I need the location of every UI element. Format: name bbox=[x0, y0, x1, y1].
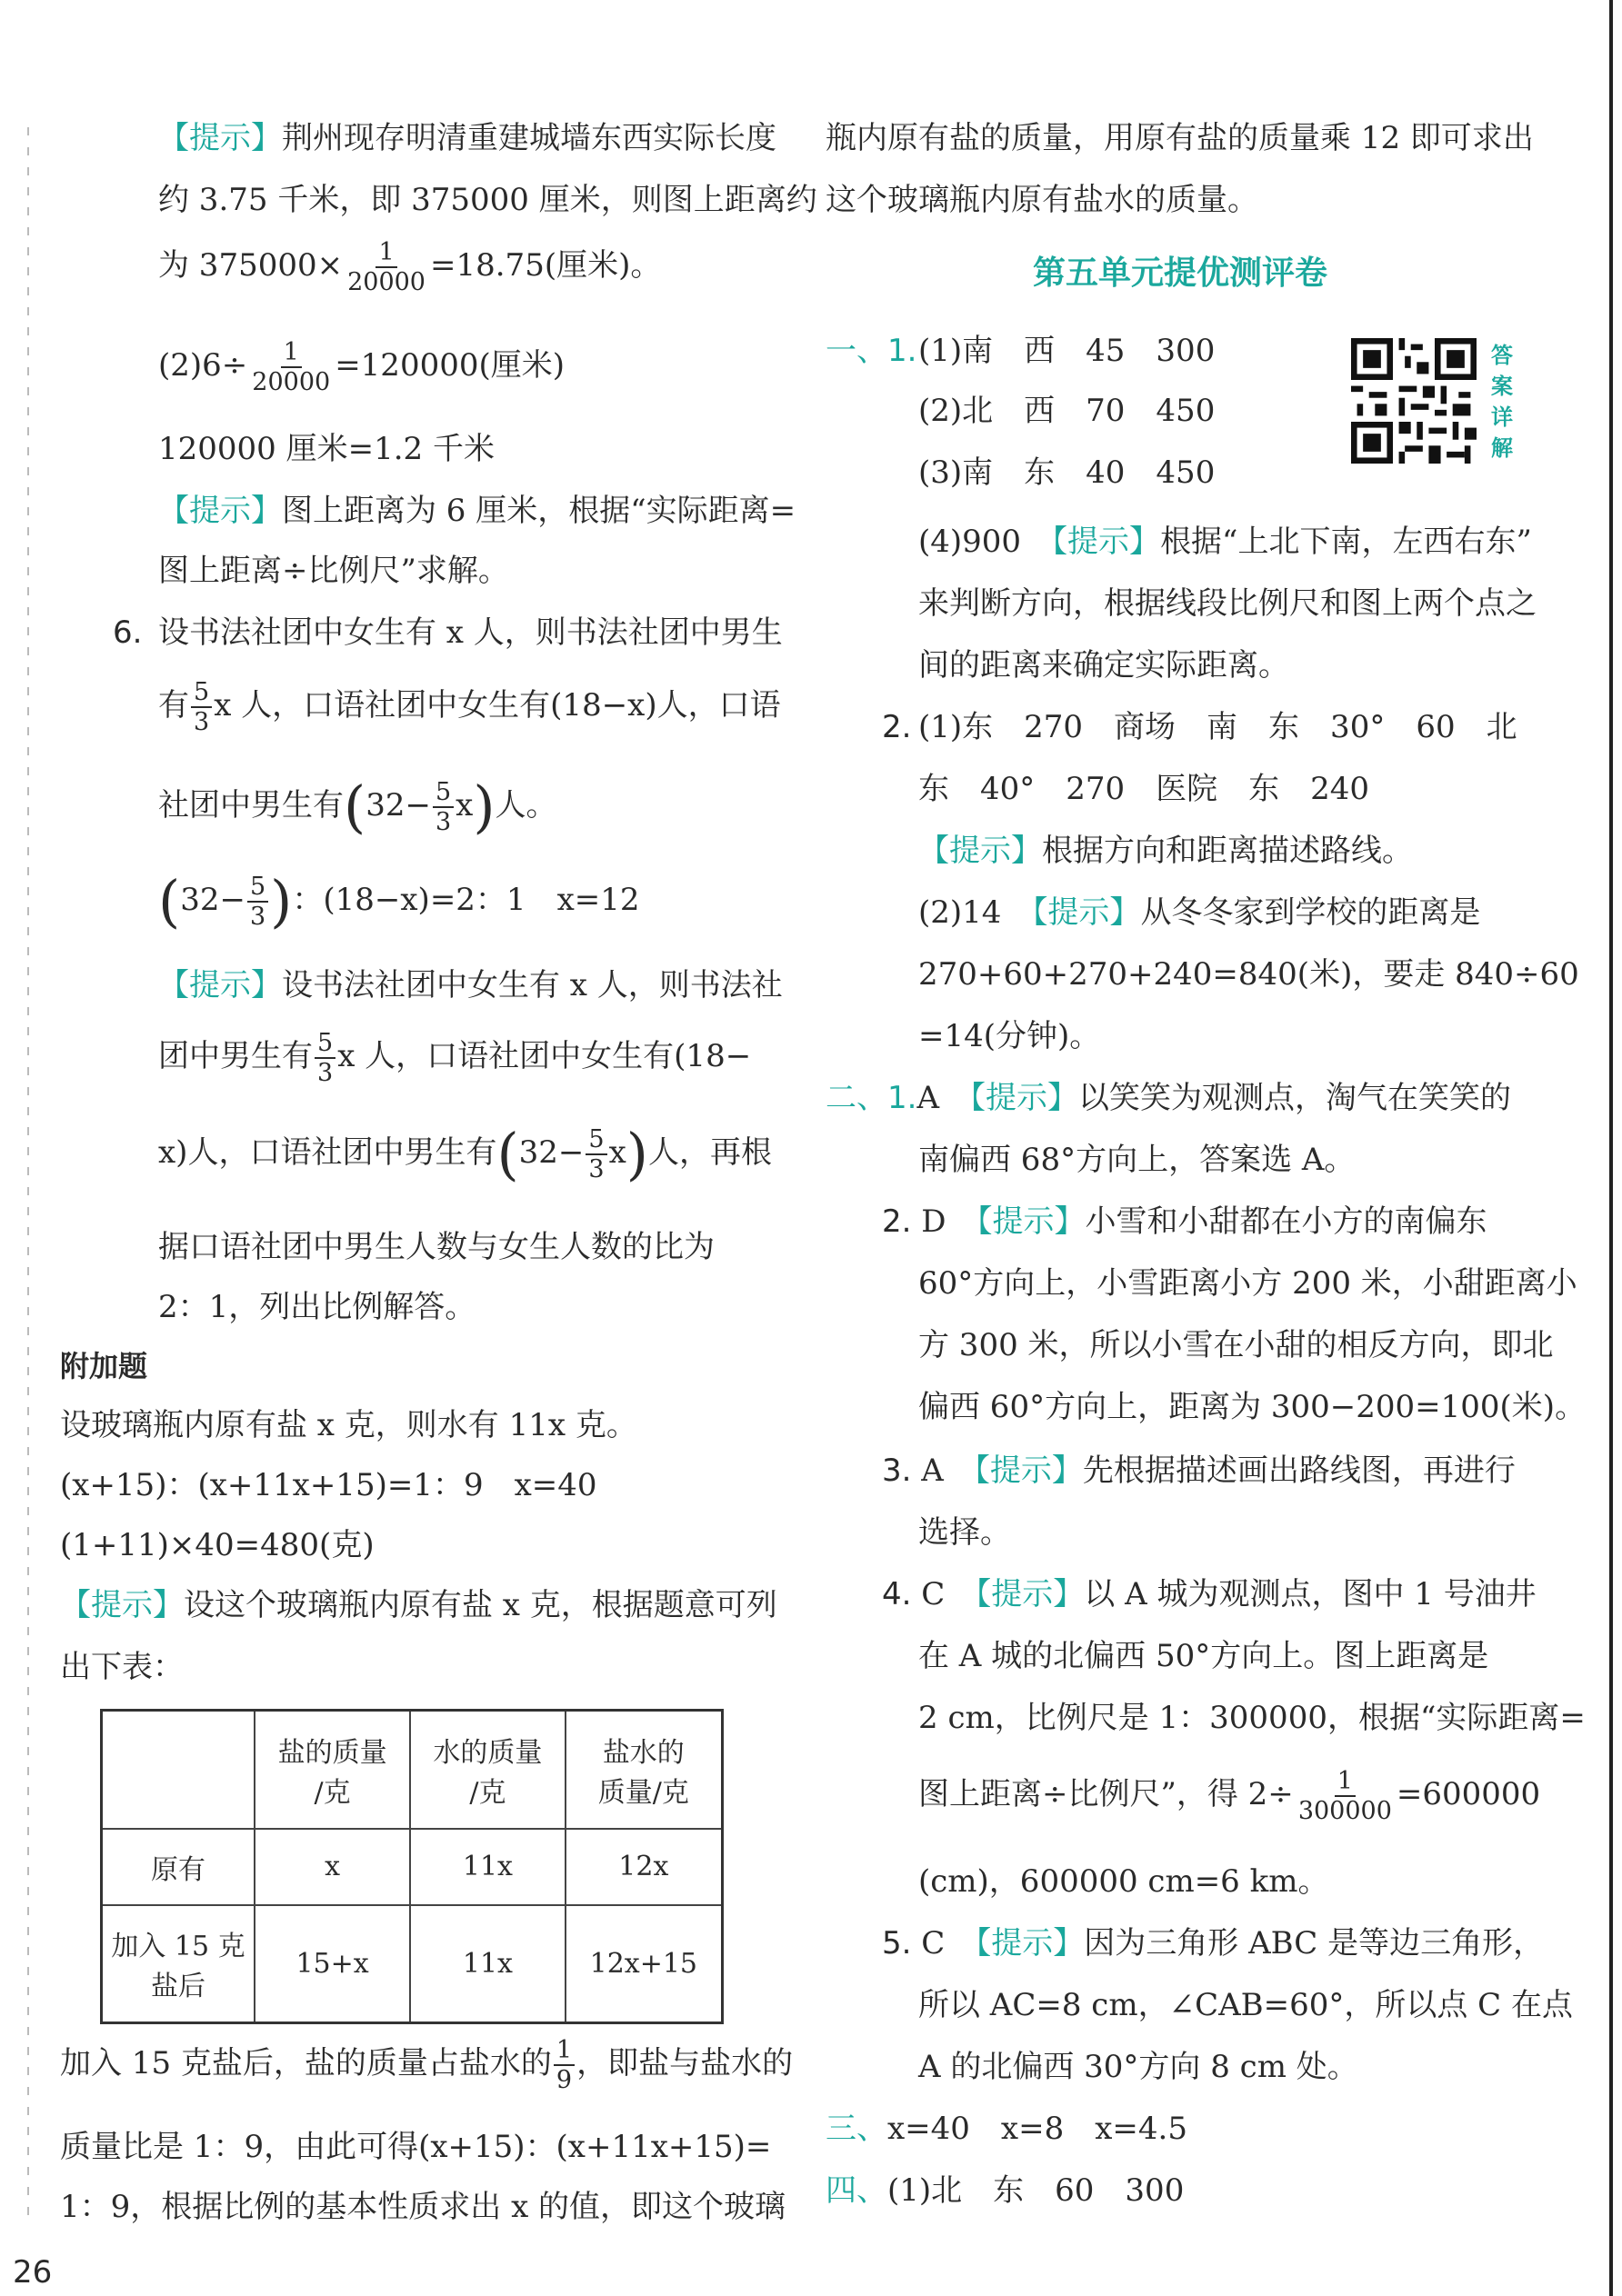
hint-line: 2. D 【提示】小雪和小甜都在小方的南偏东 bbox=[882, 1203, 1487, 1240]
table-cell: x bbox=[255, 1829, 410, 1905]
text-line: 南偏西 68°方向上，答案选 A。 bbox=[918, 1142, 1356, 1178]
fraction: $\frac{5}{3}$ bbox=[586, 1125, 606, 1183]
text-line: 来判断方向，根据线段比例尺和图上两个点之 bbox=[918, 585, 1537, 622]
table-row bbox=[102, 1829, 723, 1905]
table-cell: 加入 15 克 盐后 bbox=[102, 1905, 255, 2023]
formula-line: x)人，口语社团中男生有(32− $\frac{5}{3}$ x)人，再根 bbox=[158, 1121, 772, 1188]
text-line: 设书法社团中女生有 x 人，则书法社团中男生 bbox=[158, 614, 783, 651]
answer-line: (1)东 270 商场 南 东 30° 60 北 bbox=[918, 709, 1517, 745]
formula-line: 为 375000× $\frac{1}{20000}$ =18.75(厘米)。 bbox=[158, 238, 662, 297]
hint-line: 【提示】荆州现存明清重建城墙东西实际长度 bbox=[158, 120, 776, 156]
formula-line: 有 $\frac{5}{3}$ x 人，口语社团中女生有(18−x)人，口语 bbox=[158, 678, 781, 737]
text-line: 出下表： bbox=[60, 1649, 184, 1685]
text-line: 质量比是 1：9，由此可得(x+15)：(x+11x+15)= bbox=[60, 2129, 772, 2165]
section-number: 一、1. bbox=[826, 333, 917, 369]
text-line: 据口语社团中男生人数与女生人数的比为 bbox=[158, 1229, 715, 1265]
formula-line: 社团中男生有(32− $\frac{5}{3}$ x)人。 bbox=[158, 774, 557, 841]
table-corner bbox=[102, 1711, 255, 1829]
hint-line: (4)900 【提示】根据“上北下南，左西右东” bbox=[918, 524, 1532, 560]
text-line: 120000 厘米=1.2 千米 bbox=[158, 431, 495, 467]
text-line: 偏西 60°方向上，距离为 300−200=100(米)。 bbox=[918, 1389, 1587, 1425]
hint-line: 4. C 【提示】以 A 城为观测点，图中 1 号油井 bbox=[882, 1576, 1537, 1612]
hint-line: 【提示】设这个玻璃瓶内原有盐 x 克，根据题意可列 bbox=[60, 1587, 777, 1623]
formula-line: (2)6÷ $\frac{1}{20000}$ =120000(厘米) bbox=[158, 338, 565, 397]
text-line: 这个玻璃瓶内原有盐水的质量。 bbox=[826, 182, 1258, 218]
answer-line: (1)南 西 45 300 bbox=[918, 333, 1216, 369]
text-line: 选择。 bbox=[918, 1514, 1011, 1551]
answer-detail-label[interactable]: 答 案 详 解 bbox=[1491, 343, 1513, 461]
text-line: (1+11)×40=480(克) bbox=[60, 1527, 375, 1563]
table-cell: 11x bbox=[410, 1905, 565, 2023]
table-cell: 11x bbox=[410, 1829, 565, 1905]
table-header: 盐水的 质量/克 bbox=[566, 1711, 723, 1829]
text-line: 约 3.75 千米，即 375000 厘米，则图上距离约 bbox=[158, 182, 817, 218]
table-cell: 15+x bbox=[255, 1905, 410, 2023]
text-line: (cm)，600000 cm=6 km。 bbox=[918, 1863, 1329, 1900]
text-line: 瓶内原有盐的质量，用原有盐的质量乘 12 即可求出 bbox=[826, 120, 1534, 156]
answer-line: (3)南 东 40 450 bbox=[918, 454, 1216, 491]
text-line: 在 A 城的北偏西 50°方向上。图上距离是 bbox=[918, 1638, 1489, 1674]
answer-line: (2)北 西 70 450 bbox=[918, 393, 1216, 429]
hint-line: 二、1.A 【提示】以笑笑为观测点，淘气在笑笑的 bbox=[826, 1080, 1512, 1116]
table-cell: 12x bbox=[566, 1829, 723, 1905]
fraction: $\frac{1}{300000}$ bbox=[1297, 1767, 1392, 1826]
fraction: $\frac{5}{3}$ bbox=[247, 873, 268, 931]
text-line: 2 cm，比例尺是 1：300000，根据“实际距离= bbox=[918, 1700, 1586, 1736]
text-line: =14(分钟)。 bbox=[918, 1018, 1101, 1054]
hint-line: 【提示】设书法社团中女生有 x 人，则书法社 bbox=[158, 967, 783, 1003]
answer-line: 三、x=40 x=8 x=4.5 bbox=[826, 2111, 1187, 2147]
text-line: 2：1，列出比例解答。 bbox=[158, 1289, 476, 1325]
fraction: $\frac{1}{20000}$ bbox=[347, 238, 426, 297]
question-number: 2. bbox=[882, 709, 912, 745]
fraction: $\frac{1}{20000}$ bbox=[252, 338, 331, 397]
page-edge-line bbox=[1609, 0, 1613, 2296]
hint-line: 【提示】图上距离为 6 厘米，根据“实际距离= bbox=[158, 493, 796, 529]
text-line: 设玻璃瓶内原有盐 x 克，则水有 11x 克。 bbox=[60, 1407, 637, 1443]
question-number: 6. bbox=[113, 614, 143, 651]
text-line: A 的北偏西 30°方向 8 cm 处。 bbox=[918, 2049, 1358, 2085]
table-row bbox=[102, 1905, 723, 2023]
page-number: 26 bbox=[13, 2254, 53, 2291]
text-line: 270+60+270+240=840(米)，要走 840÷60 bbox=[918, 956, 1579, 993]
text-line: 方 300 米，所以小雪在小甜的相反方向，即北 bbox=[918, 1327, 1554, 1363]
text-line: 60°方向上，小雪距离小方 200 米，小甜距离小 bbox=[918, 1265, 1577, 1302]
hint-line: 【提示】根据方向和距离描述路线。 bbox=[918, 833, 1413, 869]
hint-line: 3. A 【提示】先根据描述画出路线图，再进行 bbox=[882, 1452, 1516, 1489]
text-line: 图上距离÷比例尺”求解。 bbox=[158, 553, 509, 589]
text-line: 间的距离来确定实际距离。 bbox=[918, 647, 1289, 684]
answer-line: 四、(1)北 东 60 300 bbox=[826, 2172, 1185, 2209]
text-line: (x+15)：(x+11x+15)=1：9 x=40 bbox=[60, 1467, 597, 1503]
text-line: 1：9，根据比例的基本性质求出 x 的值，即这个玻璃 bbox=[60, 2189, 786, 2225]
fraction: $\frac{5}{3}$ bbox=[315, 1029, 335, 1087]
formula-line: 加入 15 克盐后，盐的质量占盐水的 $\frac{1}{9}$ ，即盐与盐水的 bbox=[60, 2036, 794, 2095]
page-edge-dots bbox=[27, 127, 29, 2218]
formula-line: 团中男生有 $\frac{5}{3}$ x 人，口语社团中女生有(18− bbox=[158, 1029, 752, 1088]
fraction: $\frac{5}{3}$ bbox=[433, 778, 454, 836]
salt-water-table bbox=[100, 1709, 724, 2024]
unit-title: 第五单元提优测评卷 bbox=[1032, 255, 1327, 292]
table-cell: 原有 bbox=[102, 1829, 255, 1905]
fraction: $\frac{5}{3}$ bbox=[191, 678, 212, 736]
text-line: 所以 AC=8 cm，∠CAB=60°，所以点 C 在点 bbox=[918, 1987, 1574, 2023]
formula-line: (32− $\frac{5}{3}$ )：(18−x)=2：1 x=12 bbox=[158, 868, 640, 935]
extra-question-title: 附加题 bbox=[60, 1349, 148, 1383]
fraction: $\frac{1}{9}$ bbox=[554, 2036, 575, 2094]
table-cell: 12x+15 bbox=[566, 1905, 723, 2023]
formula-line: 图上距离÷比例尺”，得 2÷ $\frac{1}{300000}$ =600000 bbox=[918, 1767, 1541, 1826]
hint-line: (2)14 【提示】从冬冬家到学校的距离是 bbox=[918, 894, 1481, 931]
answer-line: 东 40° 270 医院 东 240 bbox=[918, 771, 1370, 807]
qr-code-icon[interactable] bbox=[1351, 338, 1477, 464]
table-header: 盐的质量 /克 bbox=[255, 1711, 410, 1829]
table-header: 水的质量 /克 bbox=[410, 1711, 565, 1829]
hint-line: 5. C 【提示】因为三角形 ABC 是等边三角形， bbox=[882, 1925, 1545, 1962]
